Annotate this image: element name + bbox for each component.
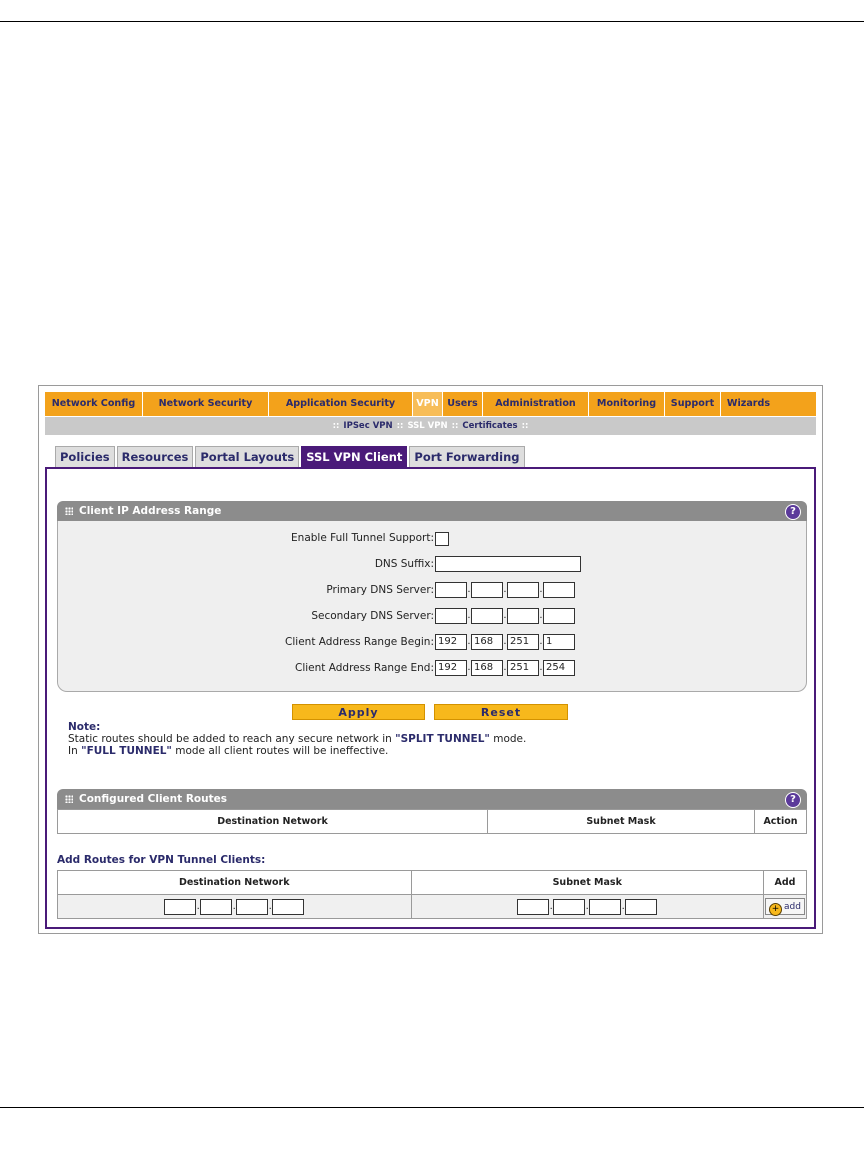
page-top-rule	[0, 21, 864, 22]
column-header: Add	[764, 871, 807, 895]
nav-application-security[interactable]: Application Security	[269, 392, 413, 416]
nav-monitoring[interactable]: Monitoring	[589, 392, 665, 416]
tab-content	[45, 467, 816, 929]
range-begin-row: Client Address Range Begin: 192 . 168 . 251 . 1	[47, 634, 807, 652]
sub-navigation	[45, 417, 816, 435]
range-begin-label: Client Address Range Begin:	[285, 636, 434, 648]
column-header: Destination Network	[58, 871, 412, 895]
tab-policies[interactable]: Policies	[55, 446, 115, 467]
new-destination-octet-4[interactable]	[272, 899, 304, 915]
note-line-1: Static routes should be added to reach any secure network in "SPLIT TUNNEL" mode.	[68, 733, 527, 745]
add-routes-table	[57, 870, 807, 919]
note-line-2: In "FULL TUNNEL" mode all client routes will be ineffective.	[68, 745, 389, 757]
column-header: Subnet Mask	[411, 871, 763, 895]
new-destination-octet-2[interactable]	[200, 899, 232, 915]
primary-dns-octet-4[interactable]	[543, 582, 575, 598]
help-icon[interactable]: ?	[785, 792, 801, 808]
add-cell	[764, 895, 807, 919]
new-subnet-cell: . . .	[411, 895, 763, 919]
top-navigation	[45, 392, 816, 416]
grip-icon	[65, 795, 73, 803]
nav-wizards[interactable]: Wizards	[726, 398, 771, 409]
configured-routes-table	[57, 809, 807, 834]
subnav-ssl-vpn[interactable]: SSL VPN	[407, 421, 448, 431]
column-header: Subnet Mask	[488, 810, 755, 834]
enable-full-tunnel-checkbox[interactable]	[435, 532, 449, 546]
column-header: Destination Network	[58, 810, 488, 834]
range-begin-octet-3[interactable]: 251	[507, 634, 539, 650]
section-title: Configured Client Routes	[79, 793, 227, 805]
dns-suffix-label: DNS Suffix:	[374, 558, 434, 570]
primary-dns-octet-1[interactable]	[435, 582, 467, 598]
grip-icon	[65, 507, 73, 515]
page-bottom-rule	[0, 1107, 864, 1108]
range-end-octet-2[interactable]: 168	[471, 660, 503, 676]
subnav-separator: ::	[451, 421, 459, 431]
range-end-row: Client Address Range End: 192 . 168 . 251 . 254	[47, 660, 807, 678]
dns-suffix-row	[47, 556, 807, 574]
dns-suffix-input[interactable]	[435, 556, 581, 572]
new-subnet-octet-1[interactable]	[517, 899, 549, 915]
tab-portal-layouts[interactable]: Portal Layouts	[195, 446, 299, 467]
range-begin-octet-4[interactable]: 1	[543, 634, 575, 650]
plus-icon: +	[769, 903, 782, 916]
new-subnet-octet-4[interactable]	[625, 899, 657, 915]
subnav-ipsec-vpn[interactable]: IPSec VPN	[343, 421, 393, 431]
nav-users[interactable]: Users	[443, 392, 483, 416]
add-route-button[interactable]: + add	[765, 898, 805, 915]
add-routes-title: Add Routes for VPN Tunnel Clients:	[57, 854, 266, 866]
range-end-octet-1[interactable]: 192	[435, 660, 467, 676]
secondary-dns-octet-3[interactable]	[507, 608, 539, 624]
secondary-dns-octet-4[interactable]	[543, 608, 575, 624]
new-subnet-octet-3[interactable]	[589, 899, 621, 915]
subnav-separator: ::	[332, 421, 340, 431]
new-destination-octet-3[interactable]	[236, 899, 268, 915]
subnav-separator: ::	[396, 421, 404, 431]
subnav-separator: ::	[521, 421, 529, 431]
range-end-octet-4[interactable]: 254	[543, 660, 575, 676]
section-title: Client IP Address Range	[79, 505, 222, 517]
client-ip-range-header	[57, 501, 807, 521]
reset-button[interactable]: Reset	[434, 704, 568, 720]
nav-vpn[interactable]: VPN	[413, 392, 443, 416]
help-icon[interactable]: ?	[785, 504, 801, 520]
tab-bar	[55, 446, 525, 468]
secondary-dns-row: Secondary DNS Server: . . .	[47, 608, 807, 626]
range-begin-octet-1[interactable]: 192	[435, 634, 467, 650]
note-block	[68, 721, 526, 757]
note-heading: Note:	[68, 721, 101, 733]
secondary-dns-octet-1[interactable]	[435, 608, 467, 624]
tab-ssl-vpn-client[interactable]: SSL VPN Client	[301, 446, 407, 468]
subnav-certificates[interactable]: Certificates	[462, 421, 518, 431]
tab-resources[interactable]: Resources	[117, 446, 194, 467]
nav-network-security[interactable]: Network Security	[143, 392, 269, 416]
range-end-label: Client Address Range End:	[295, 662, 434, 674]
secondary-dns-label: Secondary DNS Server:	[311, 610, 434, 622]
nav-network-config[interactable]: Network Config	[45, 392, 143, 416]
tab-port-forwarding[interactable]: Port Forwarding	[409, 446, 524, 467]
range-end-octet-3[interactable]: 251	[507, 660, 539, 676]
nav-support[interactable]: Support	[665, 392, 721, 416]
primary-dns-row: Primary DNS Server: . . .	[47, 582, 807, 600]
column-header: Action	[755, 810, 807, 834]
enable-full-tunnel-row	[47, 530, 807, 548]
router-admin-screenshot	[38, 385, 823, 934]
nav-administration[interactable]: Administration	[483, 392, 589, 416]
range-begin-octet-2[interactable]: 168	[471, 634, 503, 650]
secondary-dns-octet-2[interactable]	[471, 608, 503, 624]
new-destination-octet-1[interactable]	[164, 899, 196, 915]
primary-dns-octet-2[interactable]	[471, 582, 503, 598]
new-destination-cell: . . .	[58, 895, 412, 919]
apply-button[interactable]: Apply	[292, 704, 425, 720]
enable-full-tunnel-label: Enable Full Tunnel Support:	[291, 532, 434, 544]
primary-dns-label: Primary DNS Server:	[326, 584, 434, 596]
new-subnet-octet-2[interactable]	[553, 899, 585, 915]
primary-dns-octet-3[interactable]	[507, 582, 539, 598]
configured-routes-header	[57, 789, 807, 809]
